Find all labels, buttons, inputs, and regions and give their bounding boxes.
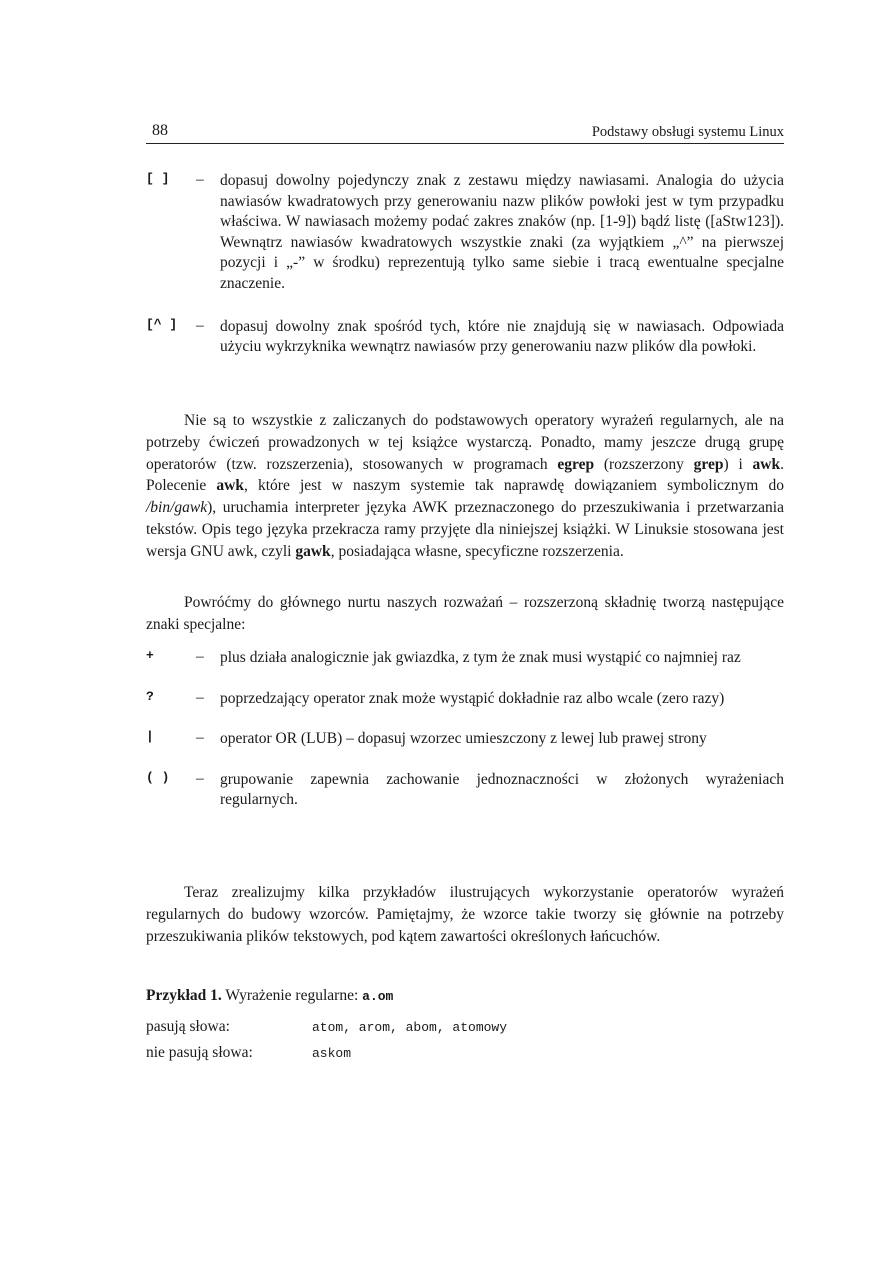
cmd-gawk: gawk xyxy=(295,542,331,560)
example-regex: a.om xyxy=(362,989,394,1004)
para1-text: Nie są to wszystkie z zaliczanych do podstawowych operatory wyrażeń regularnych, ale na potrzeby ćwiczeń prowadzonych w tej książce wystarczą. Ponadto, mamy jeszcze drugą grupę operatorów (tzw. rozszerzenia), stosowanych w programach xyxy=(146,412,784,473)
running-title: Podstawy obsługi systemu Linux xyxy=(591,124,784,140)
definition-item xyxy=(146,648,784,669)
para1-text: ) i xyxy=(723,455,753,473)
definition-symbol: [ ] xyxy=(146,171,170,186)
extended-definitions xyxy=(146,648,784,811)
paragraph-examples-intro xyxy=(146,882,784,947)
example-caption: Wyrażenie regularne: xyxy=(221,987,363,1004)
definition-symbol: + xyxy=(146,648,154,663)
definition-text: dopasuj dowolny pojedynczy znak z zestawu między nawiasami. Analogia do użycia nawiasów kwadratowych przy generowaniu nazw plików powłoki jest w tym przypadku właściwa. W nawiasach możemy podać zakres znaków (np. [1-9]) bądź listę ([aStw123]). Wewnątrz nawiasów kwadratowych wszystkie znaki (za wyjątkiem „^” na pierwszej pozycji i „-” w środku) reprezentują tylko same siebie i tracą ewentualne specjalne znaczenie. xyxy=(220,172,784,292)
para1-text: , posiadająca własne, specyficzne rozszerzenia. xyxy=(330,542,624,560)
definition-dash: – xyxy=(196,171,204,188)
match-label: pasują słowa: xyxy=(146,1018,230,1035)
definition-item xyxy=(146,729,784,750)
definition-dash: – xyxy=(196,729,204,747)
definition-symbol: ( ) xyxy=(146,769,170,785)
page-number: 88 xyxy=(152,122,168,139)
path-gawk: /bin/gawk xyxy=(146,499,208,517)
paragraph-extended-operators xyxy=(146,410,784,563)
definition-symbol: ? xyxy=(146,688,154,704)
definition-dash: – xyxy=(196,769,204,787)
definition-symbol: [^ ] xyxy=(146,316,178,332)
cmd-awk: awk xyxy=(752,455,781,473)
definition-text: poprzedzający operator znak może wystąpić dokładnie raz albo wcale (zero razy) xyxy=(220,689,725,707)
cmd-grep: grep xyxy=(693,455,724,473)
header-rule xyxy=(146,143,784,144)
example-label: Przykład 1. xyxy=(146,987,222,1004)
definition-item xyxy=(146,689,784,710)
para2-text: Powróćmy do głównego nurtu naszych rozważań – rozszerzoną składnię tworzą następujące znaki specjalne: xyxy=(146,594,784,633)
page-header xyxy=(146,122,784,144)
definition-dash: – xyxy=(196,688,204,706)
definition-dash: – xyxy=(196,316,204,334)
nomatch-words: askom xyxy=(312,1046,352,1061)
definition-item xyxy=(146,317,784,358)
definition-symbol: | xyxy=(146,729,154,745)
definition-dash: – xyxy=(196,648,204,665)
definition-text: plus działa analogicznie jak gwiazdka, z tym że znak musi wystąpić co najmniej raz xyxy=(220,649,741,666)
definition-text: grupowanie zapewnia zachowanie jednoznaczności w złożonych wyrażeniach regularnych. xyxy=(220,770,784,809)
paragraph-extended-syntax xyxy=(146,592,784,636)
para1-text: ), uruchamia interpreter języka AWK przeznaczonego do przeszukiwania i przetwarzania tekstów. Opis tego języka przekracza ramy przyjęte dla niniejszej książki. W Linuksie stosowana jest wersja GNU awk, czyli xyxy=(146,499,784,560)
nomatch-label: nie pasują słowa: xyxy=(146,1044,253,1061)
bracket-definitions xyxy=(146,171,784,358)
cmd-awk: awk xyxy=(216,477,244,495)
example-heading xyxy=(146,987,784,1005)
match-words: atom, arom, abom, atomowy xyxy=(312,1020,508,1035)
para1-text: (rozszerzony xyxy=(594,455,694,473)
para1-text: , które jest w naszym systemie tak naprawdę dowiązaniem symbolicznym do xyxy=(243,477,784,495)
definition-text: operator OR (LUB) – dopasuj wzorzec umieszczony z lewej lub prawej strony xyxy=(220,730,707,748)
definition-item xyxy=(146,171,784,295)
para1-text: . Polecenie xyxy=(146,455,784,495)
definition-item xyxy=(146,770,784,811)
definition-text: dopasuj dowolny znak spośród tych, które nie znajdują się w nawiasach. Odpowiada użyciu wykrzyknika wewnątrz nawiasów przy generowaniu nazw plików dla powłoki. xyxy=(220,317,784,356)
cmd-egrep: egrep xyxy=(557,455,595,473)
para3-text: Teraz zrealizujmy kilka przykładów ilustrujących wykorzystanie operatorów wyrażeń regularnych do budowy wzorców. Pamiętajmy, że wzorce takie tworzy się głównie na potrzeby przeszukiwania plików tekstowych, pod kątem zawartości określonych łańcuchów. xyxy=(146,884,784,945)
